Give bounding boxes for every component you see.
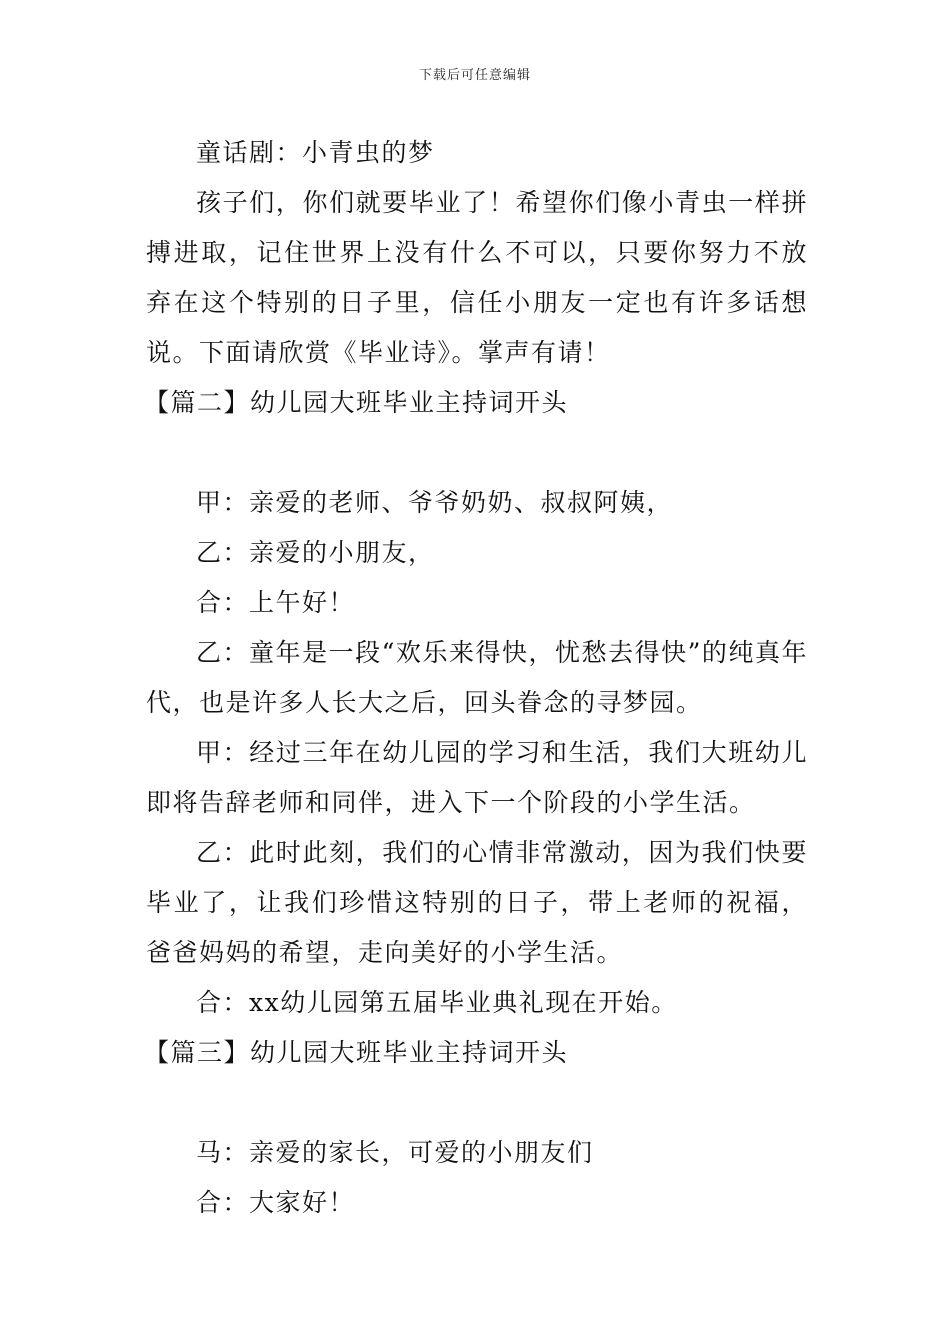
script-line: 合：xx幼儿园第五届毕业典礼现在开始。 (196, 988, 678, 1017)
script-line: 马：亲爱的家长，可爱的小朋友们 (196, 1138, 594, 1167)
script-line: 合：大家好！ (196, 1188, 356, 1217)
script-line: 乙：此时此刻，我们的心情非常激动，因为我们快要毕业了，让我们珍惜这特别的日子，带上老师的祝福，爸爸妈妈的希望，走向美好的小学生活。 (146, 838, 808, 967)
document-body (146, 128, 808, 1228)
script-line: 乙：亲爱的小朋友， (196, 538, 435, 567)
section-heading-3: 【篇三】幼儿园大班毕业主持词开头 (144, 1038, 569, 1067)
header-note: 下载后可任意编辑 (418, 68, 531, 83)
play-title-line: 童话剧：小青虫的梦 (196, 138, 435, 167)
blank-line (146, 428, 808, 478)
blank-line (146, 1078, 808, 1128)
script-line: 乙：童年是一段“欢乐来得快，忧愁去得快”的纯真年代，也是许多人长大之后，回头眷念的寻梦园。 (146, 638, 808, 717)
script-line: 合：上午好！ (196, 588, 356, 617)
section-heading-2: 【篇二】幼儿园大班毕业主持词开头 (144, 388, 569, 417)
script-line: 甲：经过三年在幼儿园的学习和生活，我们大班幼儿即将告辞老师和同伴，进入下一个阶段的小学生活。 (146, 738, 808, 817)
script-line: 甲：亲爱的老师、爷爷奶奶、叔叔阿姨， (196, 488, 674, 517)
paragraph: 孩子们，你们就要毕业了！希望你们像小青虫一样拼搏进取，记住世界上没有什么不可以，只要你努力不放弃在这个特别的日子里，信任小朋友一定也有许多话想说。下面请欣赏《毕业诗》。掌声有请！ (146, 188, 808, 367)
